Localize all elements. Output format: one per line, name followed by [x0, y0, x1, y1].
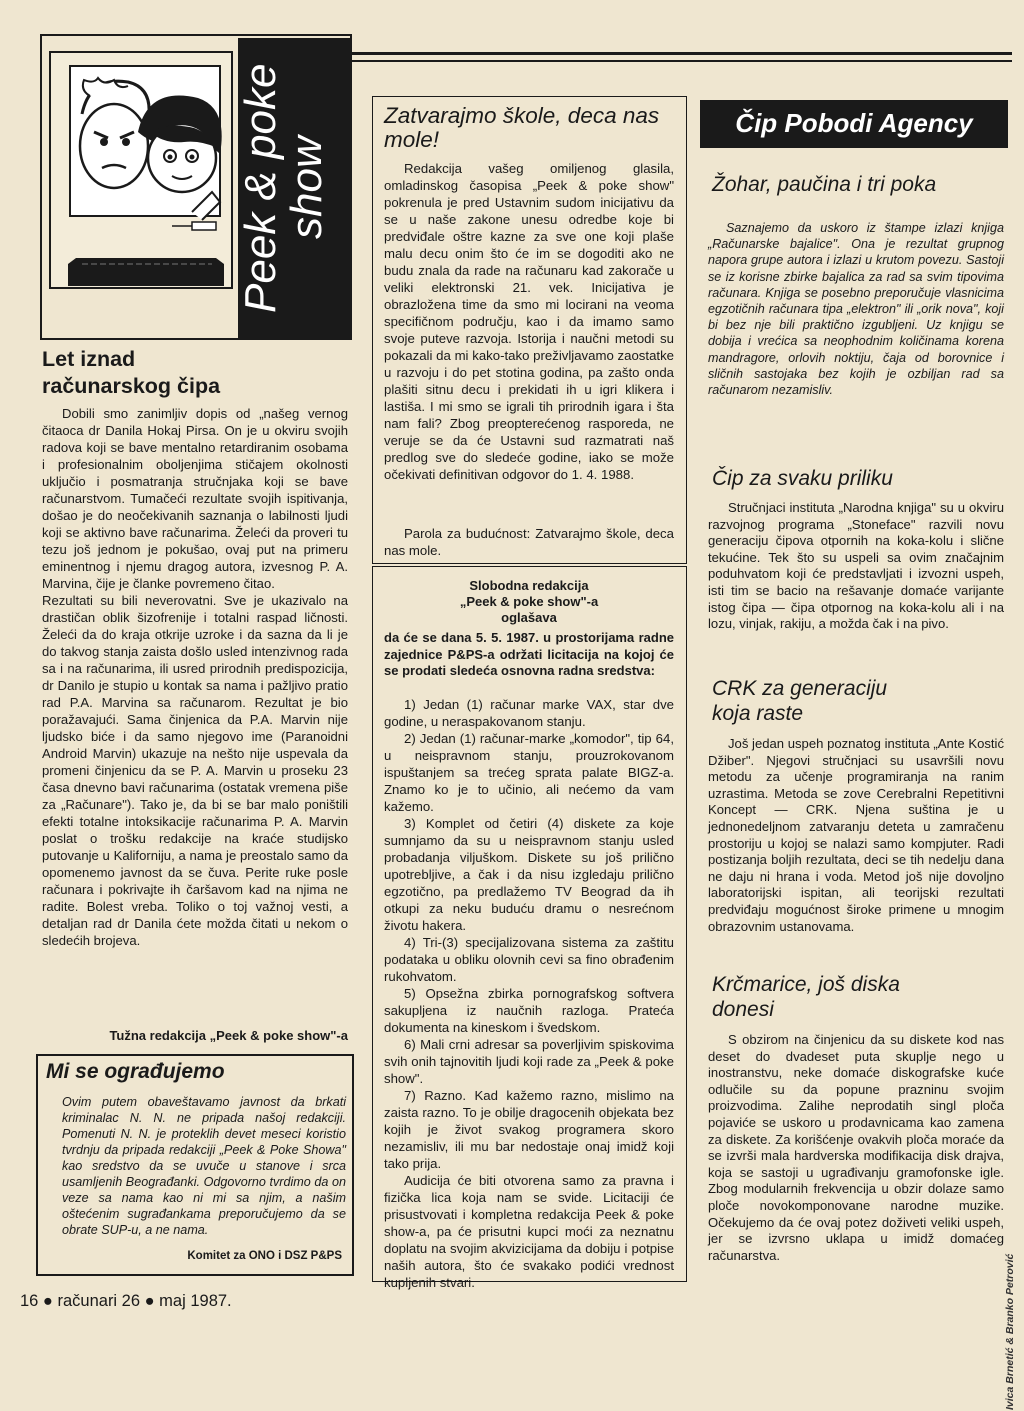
middle-article-motto: Parola za budućnost: Zatvarajmo škole, deca nas mole.	[384, 526, 674, 558]
right-article3-title	[712, 676, 1002, 726]
right-article4-title-line1: Krčmarice, još diska	[712, 973, 900, 996]
notice-item: 7) Razno. Kad kažemo razno, mislimo na zaista razno. To je obilje dragocenih objekata bez kojih je život svakog programera skoro nezamisliv, ili mu bar nedostaje onaj imidž koji tako prija.	[384, 1088, 674, 1171]
notice-heading-line1: Slobodna redakcija	[469, 578, 589, 593]
notice-closing: Audicija će biti otvorena samo za pravna i fizička lica koja nam se svide. Licitaciji će prisustvovati i kompletna redakcija Peek & poke show-a, pa će prisutni kupci moći za neznatnu doplatu na svojim akvizicijama da dobiju i potpise naših autora, što će svakako podići vrednost kupljenih stvari.	[384, 1173, 674, 1290]
notice-item: 6) Mali crni adresar sa poverljivim spiskovima svih onih tajnovitih ljudi koji rade za „Peek & poke show".	[384, 1037, 674, 1086]
right-article2-body: Stručnjaci instituta „Narodna knjiga" su u okviru razvojnog programa „Stoneface" razvili novu generaciju čipova otpornih na koka-kolu i slične tekućine. Tek što su uspeli sa ovim značajnim poduhvatom koji će predstavljati i izvozni uspeh, isti tim se bacio na rešavanje domaće varijante istog čipa — čipa otpornog na koka-kolu ali i na lozu, vinjak, rakiju, a možda čak i na pivo.	[708, 500, 1004, 632]
middle-article-body: Redakcija vašeg omiljenog glasila, omladinskog časopisa „Peek & poke show" pokrenula je pred Ustavnim sudom inicijativu da se u naše zakone unesu odredbe koje bi predviđale oštre kazne za sve one koji plaše malu decu onim što će im se dogoditi ako ne budu znala da rade na računaru kad zakorače u veliki elektronski 21. vek. Inicijativa je obrazložena time da smo mi locirani na veoma specifičnom području, kao i da imamo samo svoje puteve razvoja. Istorija i naučni metodi su pokazali da mi kako-tako preživljavamo zaostatke u razvoju i do pet stotina godina, pa zašto onda plašiti sitnu decu i prekidati ih u igri klikera i lastiša. I mi smo se igrali tih prirodnih igara i šta nam fali? Zbog preopterećenog rasporeda, ne veruje se da će Ustavni sud razmatrati naš predlog sve do sledeće godine, iako se može očekivati definitivan odgovor do 1. 4. 1988.	[384, 161, 674, 482]
right-article1-title: Žohar, paučina i tri poka	[712, 173, 937, 196]
notice-item: 4) Tri-(3) specijalizovana sistema za zaštitu podataka u obliku olovnih cevi sa fino obrađenim rukohvatom.	[384, 935, 674, 984]
right-article2-title: Čip za svaku priliku	[712, 467, 893, 490]
notice-item: 5) Opsežna zbirka pornografskog softvera sakupljena iz naučnih razloga. Prateća dokumenta na kineskom i švedskom.	[384, 986, 674, 1035]
notice-heading-line3: oglašava	[501, 610, 557, 625]
notice-item: 2) Jedan (1) računar-marke „komodor", tip 64, u neispravnom stanju, prouzrokovanom ispuštanjem sa trećeg sprata palate BIGZ-a. Znamo ko je to učinio, ali nećemo da vam kažemo.	[384, 731, 674, 814]
logo-text: Peek & poke show	[236, 63, 331, 313]
right-article3-title-line1: CRK za generaciju	[712, 677, 888, 700]
notice-items	[384, 696, 674, 1291]
cartoon-illustration	[42, 36, 237, 336]
page-footer: 16 ● računari 26 ● maj 1987.	[20, 1292, 232, 1310]
disclaimer-title: Mi se ograđujemo	[46, 1060, 225, 1083]
right-article1-body: Saznajemo da uskoro iz štampe izlazi knjiga „Računarske bajalice". Ona je rezultat grupnog napora grupe autora i izlazi u krutom povezu. Sastoji se iz korisne zbirke bajalica za rad sa svim tipovima računara. Knjiga se posebno preporučuje vlasnicima egzotičnih računara tipa „elektron" ili „orik nova", koji bi bez nje bili praktično izgubljeni. Uz knjigu se dobija i vrećica sa neophodnim količinama korena mandragore, orlovih noktiju, čaja od borovnice i sličnih sastojaka bez kojih je ozbiljan rad sa računarom nezamisliv.	[708, 221, 1004, 398]
left-signature: Tužna redakcija „Peek & poke show"-a	[109, 1028, 348, 1043]
right-article4-body: S obzirom na činjenicu da su diskete kod nas deset do dvadeset puta skuplje nego u inostranstvu, neke domaće diskografske kuće odlučile su da popune prazninu svojim proizvodima. Zalihe neprodatih singl ploča pojaviće se uskoro u prodavnicama kao zamena za diskete. Za korišćenje ovakvih ploča moraće da se izvrši mala hardverska modifikacija disk drajva, koja se sastoji u ugrađivanju gramofonske igle. Zbog modularnih frekvencija u obzir dolaze samo ploče novokomponovane narodne muzike. Očekujemo da će ovaj potez doživeti veliki uspeh, jer se izvrsno uklapa u imidž domaćeg računarstva.	[708, 1032, 1004, 1263]
notice-item: 3) Komplet od četiri (4) diskete za koje sumnjamo da su u neispravnom stanju usled probadanja viljuškom. Diskete su još prilično upotrebljive, a čak i da nisu izgledaju prilično egzotično, pa predlažemo TV Beograd da ih otkupi za neku buduću dramu o nesrećnom životu hakera.	[384, 816, 674, 933]
right-article4-title	[712, 972, 1002, 1022]
left-title-line2: računarskog čipa	[42, 374, 221, 398]
right-banner-text: Čip Pobodi Agency	[735, 108, 973, 138]
disclaimer-body: Ovim putem obaveštavamo javnost da brkati kriminalac N. N. ne pripada našoj redakciji. Pomenuti N. N. je proteklih devet meseci koristio tvrdnju da pripada redakciji „Peek & Poke Showa" kao sredstvo da se uvuče u stanove i srca usamljenih Beograđanki. Odgovorno tvrdimo da on veze sa nama kao ni mi sa njim, a našim oštećenim sugrađankama preporučujemo da se obrate SUP-u, a ne nama.	[62, 1095, 346, 1237]
right-credit: Ivica Brnetić & Branko Petrović	[1004, 1253, 1016, 1410]
notice-heading	[384, 578, 674, 626]
right-article4-title-line2: donesi	[712, 998, 774, 1021]
left-title	[42, 346, 342, 400]
header-rule-top	[352, 52, 1012, 55]
disclaimer-signature: Komitet za ONO i DSZ P&PS	[187, 1250, 342, 1262]
notice-lead: da će se dana 5. 5. 1987. u prostorijama radne zajednice P&PS-a održati licitacija na kojoj će se prodati sledeća osnovna radna sredstva:	[384, 630, 674, 678]
header-rule-bottom	[352, 60, 1012, 62]
right-article3-title-line2: koja raste	[712, 702, 804, 725]
left-article-body: Dobili smo zanimljiv dopis od „našeg vernog čitaoca dr Danila Hokaj Pirsa. On je u okviru svojih radova koji se bave mentalno retardiranim osobama i profesionalnim oboljenjima stičajem okolnosti uključio i posmatranja stručnjaka koji se bave računarstvom. Tumačeći rezultate svojih ispitivanja, došao je do neočekivanih saznanja o labilnosti ljudi koji se aktivno bave računarima. Želeći da proveri tu tezu još jednom je pokušao, ovaj put na primeru eminentnog i njemu dragog autora, izvesnog P. A. Marvina, čije je članke povremeno čitao. Rezultati su bili neverovatni. Sve je ukazivalo na drastičan oblik šizofrenije i totalni raspad ličnosti. Želeći da do kraja otkrije uzroke i da sazna da li je do takvog stanja zaista došlo usled intenzivnog rada sa i na računarima, ili usred prirodnih predispozicija, dr Danilo je stupio u kontak sa nama i pažljivo pratio rad P.A. Marvina sa računarom. Rezultat je bio poražavajući. Sama činjenica da P.A. Marvin nije ljudsko biće i da samo njegovo ime (Paranoidni Android Marvin) ukazuje na nešto nije uspevala da promeni činjenicu da se P. A. Marvin u proseku 23 časa dnevno bavi računarima (ostatak vremena piše za „Računare"). Tako je, da bi se bar malo poništili efekti totalne intoksikacije računarima P. A. Marvin poslat o trošku redakcije na kraće studijsko putovanje u Kaliforniju, a nama je preostalo samo da opomenemo javnost da se čuva. Perite ruke posle računara i pokrivajte ih čaršavom kad na njima ne radite. Bolest vreba. Toliko o toj važnoj vesti, a detaljan rad dr Danila ćete možda čitati u nekom o sledećih brojeva.	[42, 406, 348, 948]
middle-title: Zatvarajmo škole, deca nas mole!	[384, 103, 660, 152]
notice-item: 1) Jedan (1) računar marke VAX, star dve godine, u neraspakovanom stanju.	[384, 697, 674, 729]
notice-heading-line2: „Peek & poke show"-a	[459, 594, 599, 609]
left-title-line1: Let iznad	[42, 347, 136, 371]
right-article3-body: Još jedan uspeh poznatog instituta „Ante Kostić Džiber". Njegovi stručnjaci su usavršili novu metodu za učenje programiranja na ranim uzrastima. Metoda se zove Cerebralni Repetitivni Koncept — CRK. Njena suština je u jednonedeljnom zatvaranju deteta u zamračenu prostoriju u kojoj se nalazi samo kompjuter. Radi postizanja boljih rezultata, deci se tih nedelju dana ne daju ni hrana i voda. Metod još nije dovoljno laboratorijski ispitan, ali teorijski rezultati predviđaju mogućnost široke primene u mnogim obrazovnim ustanovama.	[708, 736, 1004, 934]
